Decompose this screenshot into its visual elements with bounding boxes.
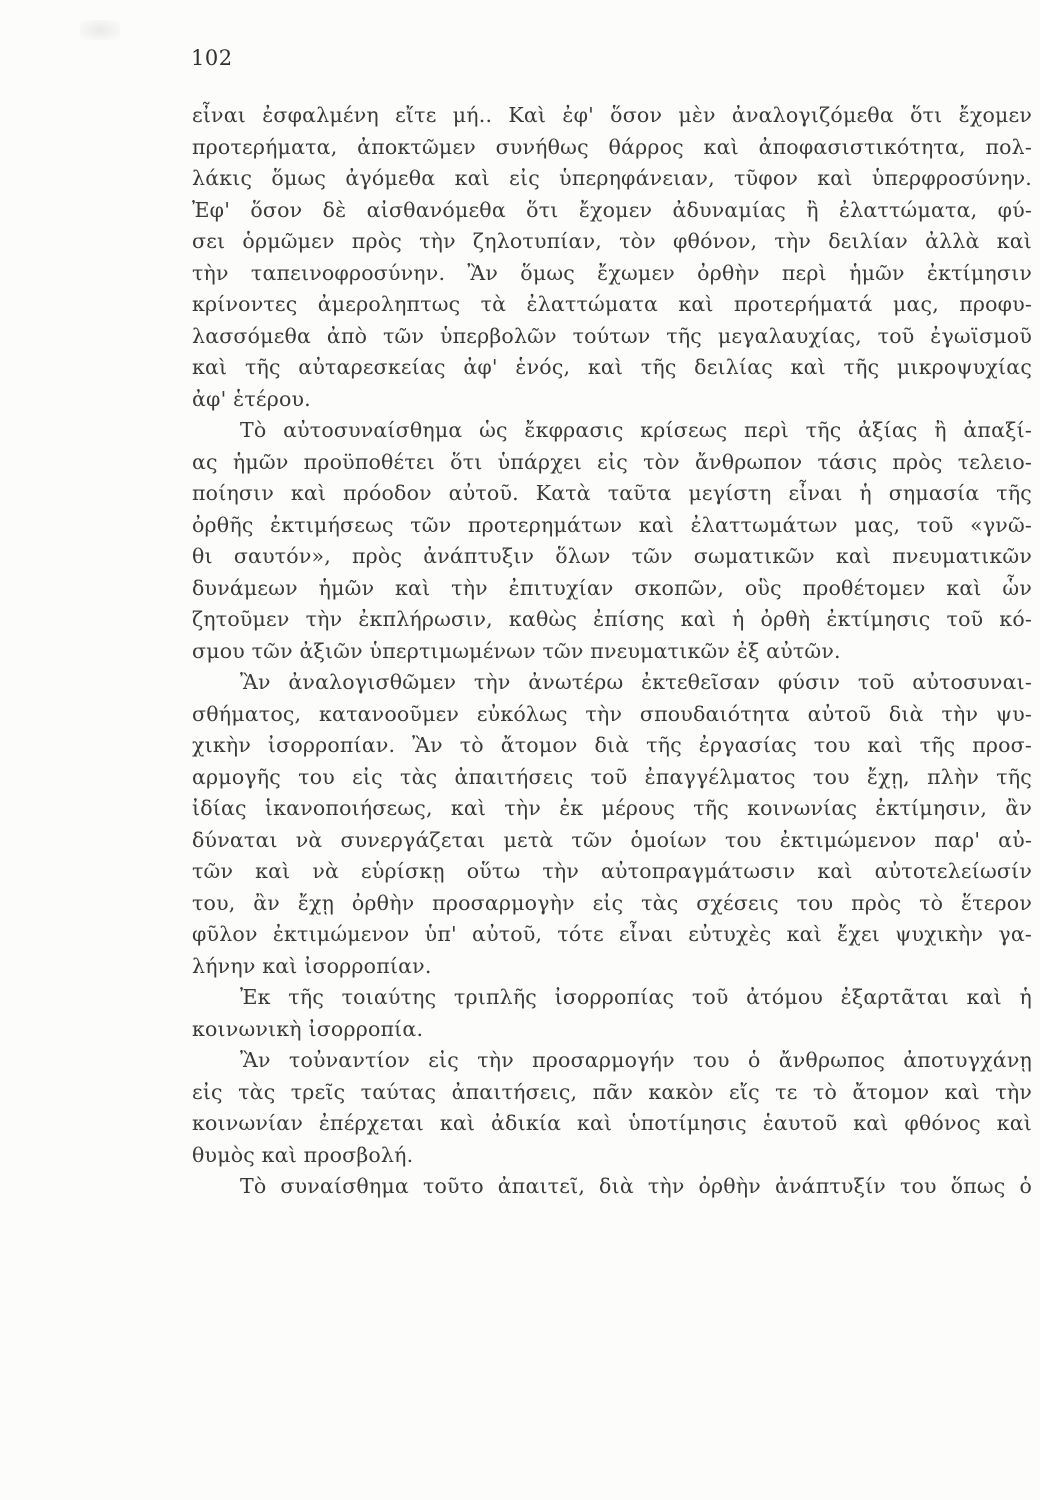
text-line: ὀρθῆς ἐκτιμήσεως τῶν προτερημάτων καὶ ἐλαττωμάτων μας, τοῦ «γνῶ- [192,512,1032,537]
text-line: λάκις ὅμως ἀγόμεθα καὶ εἰς ὑπερηφάνειαν, τῦφον καὶ ὑπερφροσύνην. [192,166,1032,190]
text-line: ἀφ' ἑτέρου. [192,386,311,411]
text-line: Ἐκ τῆς τοιαύτης τριπλῆς ἰσορροπίας τοῦ ἀτόμου ἐξαρτᾶται καὶ ἡ [240,985,1032,1009]
text-line: σθήματος, κατανοοῦμεν εὐκόλως τὴν σπουδαιότητα αὐτοῦ διὰ τὴν ψυ- [192,701,1032,726]
text-line: ζητοῦμεν τὴν ἐκπλήρωσιν, καθὼς ἐπίσης καὶ ἡ ὀρθὴ ἐκτίμησις τοῦ κό- [192,607,1032,631]
text-line: εἰς τὰς τρεῖς ταύτας ἀπαιτήσεις, πᾶν κακὸν εἴς τε τὸ ἄτομον καὶ τὴν [192,1079,1032,1104]
scan-artifact [80,20,120,40]
text-line: καὶ τῆς αὐταρεσκείας ἀφ' ἑνός, καὶ τῆς δειλίας καὶ τῆς μικροψυχίας [192,355,1032,379]
text-line: τῶν καὶ νὰ εὑρίσκῃ οὕτω τὴν αὐτοπραγμάτωσιν καὶ αὐτοτελείωσίν [192,859,1032,883]
text-line: κρίνοντες ἀμεροληπτως τὰ ἐλαττώματα καὶ προτερήματά μας, προφυ- [192,292,1032,316]
text-line: σμου τῶν ἀξιῶν ὑπερτιμωμένων τῶν πνευματικῶν ἐξ αὐτῶν. [192,638,841,663]
text-line: φῦλον ἐκτιμώμενον ὑπ' αὐτοῦ, τότε εἶναι εὐτυχὲς καὶ ἔχει ψυχικὴν γα- [192,922,1032,946]
page-number: 102 [191,46,233,70]
text-line: ας ἡμῶν προϋποθέτει ὅτι ὑπάρχει εἰς τὸν ἄνθρωπον τάσις πρὸς τελειο- [192,449,1032,474]
text-line: ποίησιν καὶ πρόοδον αὐτοῦ. Κατὰ ταῦτα μεγίστη εἶναι ἡ σημασία τῆς [192,481,1032,505]
text-line: Ἐφ' ὅσον δὲ αἰσθανόμεθα ὅτι ἔχομεν ἀδυναμίας ἢ ἐλαττώματα, φύ- [192,197,1032,222]
text-line: Ἂν ἀναλογισθῶμεν τὴν ἀνωτέρω ἐκτεθεῖσαν φύσιν τοῦ αὐτοσυναι- [240,670,1032,694]
text-line: τὴν ταπεινοφροσύνην. Ἂν ὅμως ἔχωμεν ὀρθὴν περὶ ἡμῶν ἐκτίμησιν [192,260,1032,285]
text-line: λασσόμεθα ἀπὸ τῶν ὑπερβολῶν τούτων τῆς μεγαλαυχίας, τοῦ ἐγωϊσμοῦ [192,323,1032,348]
text-line: θυμὸς καὶ προσβολή. [192,1142,414,1167]
body-text [192,100,1032,1203]
text-line: προτερήματα, ἀποκτῶμεν συνήθως θάρρος καὶ ἀποφασιστικότητα, πολ- [192,134,1032,159]
text-line: Τὸ συναίσθημα τοῦτο ἀπαιτεῖ, διὰ τὴν ὀρθὴν ἀνάπτυξίν του ὅπως ὁ [240,1174,1032,1198]
text-line: Τὸ αὐτοσυναίσθημα ὡς ἔκφρασις κρίσεως περὶ τῆς ἀξίας ἢ ἀπαξί- [240,418,1032,442]
text-line: ἰδίας ἱκανοποιήσεως, καὶ τὴν ἐκ μέρους τῆς κοινωνίας ἐκτίμησιν, ἂν [192,796,1032,820]
text-line: αρμογῆς του εἰς τὰς ἀπαιτήσεις τοῦ ἐπαγγέλματος του ἔχῃ, πλὴν τῆς [192,764,1032,789]
text-line: σει ὁρμῶμεν πρὸς τὴν ζηλοτυπίαν, τὸν φθόνον, τὴν δειλίαν ἀλλὰ καὶ [192,229,1032,253]
text-line: εἶναι ἐσφαλμένη εἴτε μή.. Καὶ ἐφ' ὅσον μὲν ἀναλογιζόμεθα ὅτι ἔχομεν [192,103,1032,127]
text-line: χικὴν ἰσορροπίαν. Ἂν τὸ ἄτομον διὰ τῆς ἐργασίας του καὶ τῆς προσ- [192,733,1032,757]
text-line: δυνάμεων ἡμῶν καὶ τὴν ἐπιτυχίαν σκοπῶν, οὓς προθέτομεν καὶ ὧν [192,575,1032,600]
text-line: Ἂν τοὐναντίον εἰς τὴν προσαρμογήν του ὁ ἄνθρωπος ἀποτυγχάνῃ [240,1048,1032,1072]
text-line: κοινωνικὴ ἰσορροπία. [192,1016,424,1041]
text-line: θι σαυτόν», πρὸς ἀνάπτυξιν ὅλων τῶν σωματικῶν καὶ πνευματικῶν [192,544,1032,568]
text-line: του, ἂν ἔχῃ ὀρθὴν προσαρμογὴν εἰς τὰς σχέσεις του πρὸς τὸ ἕτερον [192,890,1032,915]
text-line: δύναται νὰ συνεργάζεται μετὰ τῶν ὁμοίων του ἐκτιμώμενον παρ' αὐ- [192,827,1032,852]
text-line: λήνην καὶ ἰσορροπίαν. [192,953,432,978]
text-line: κοινωνίαν ἐπέρχεται καὶ ἀδικία καὶ ὑποτίμησις ἑαυτοῦ καὶ φθόνος καὶ [192,1111,1032,1135]
